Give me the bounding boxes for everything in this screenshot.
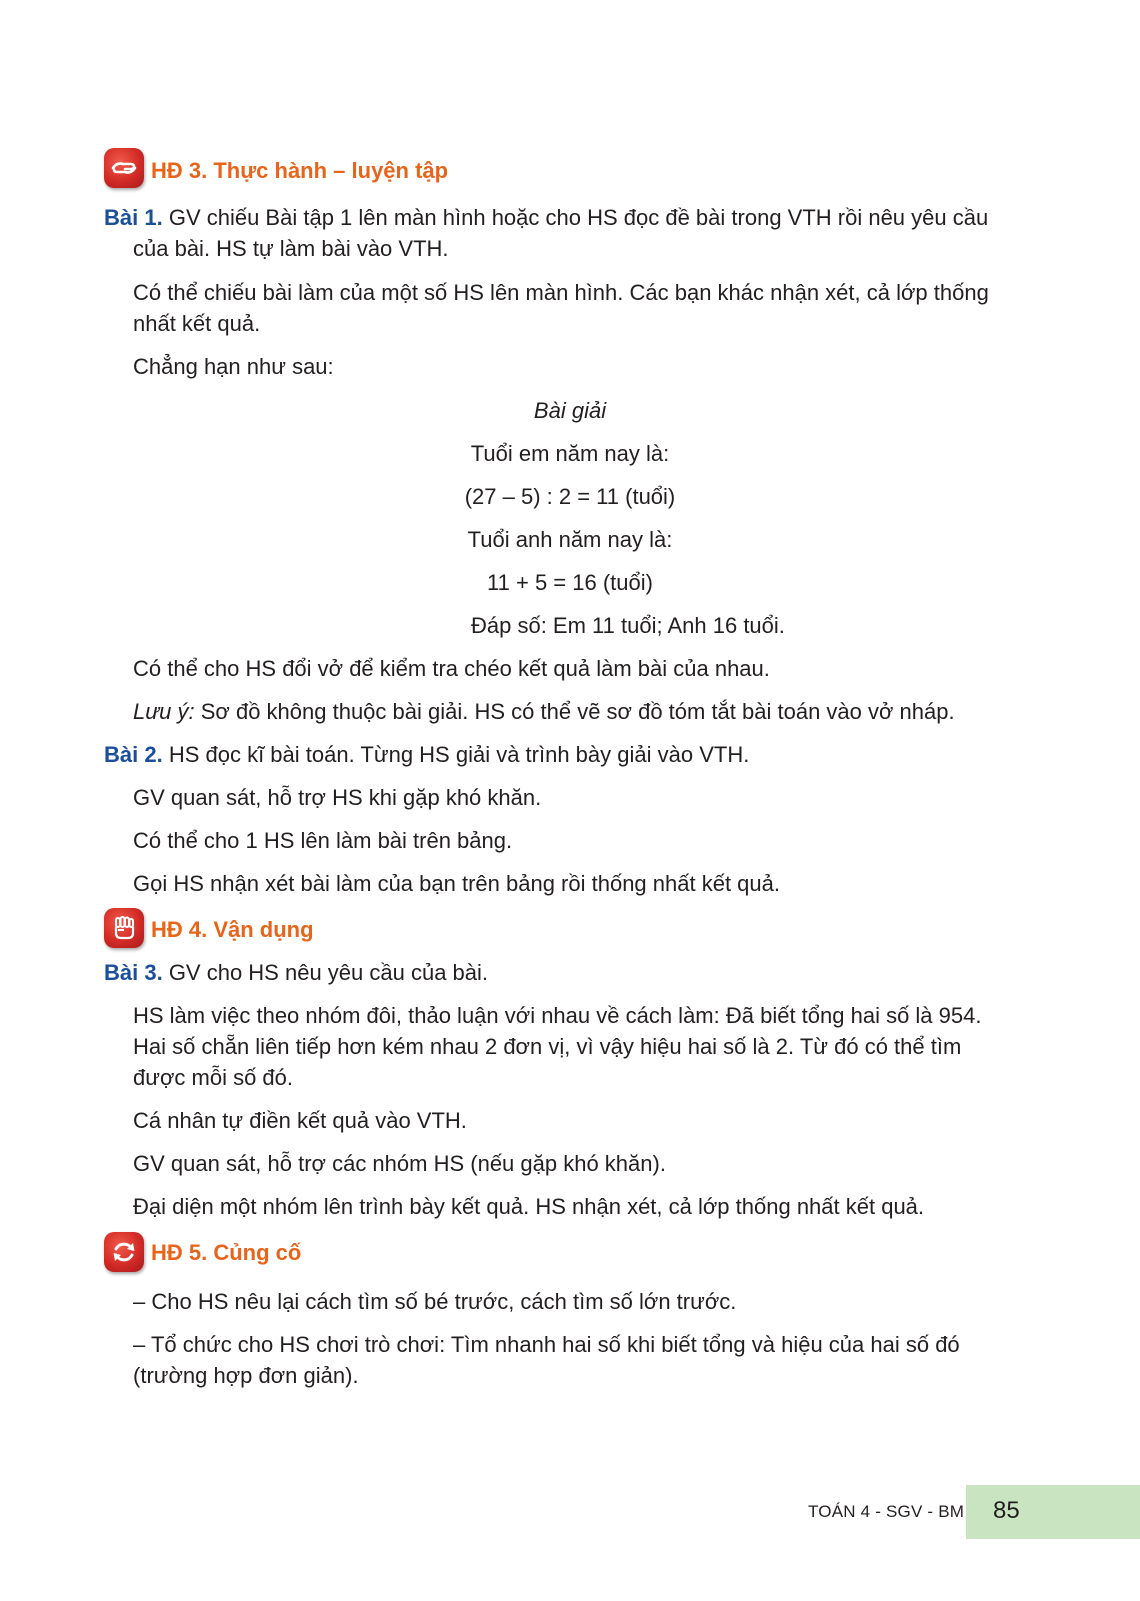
bai1-paragraph3: Chẳng hạn như sau: — [133, 354, 334, 379]
solution-line1: Tuổi em năm nay là: — [470, 441, 670, 466]
bai2-label: Bài 2. — [104, 742, 163, 767]
bai3-paragraph2-line3: được mỗi số đó. — [133, 1065, 293, 1090]
note-label: Lưu ý: — [133, 699, 195, 724]
bai1-paragraph2-line1: Có thể chiếu bài làm của một số HS lên màn hình. Các bạn khác nhận xét, cả lớp thống — [133, 280, 989, 305]
solution-line3: Tuổi anh năm nay là: — [467, 527, 673, 552]
solution-line2: (27 – 5) : 2 = 11 (tuổi) — [464, 484, 676, 509]
bai2-paragraph4: Gọi HS nhận xét bài làm của bạn trên bảng rồi thống nhất kết quả. — [133, 871, 780, 896]
bai2-line1 — [104, 739, 749, 770]
hd5-item2-line2: (trường hợp đơn giản). — [133, 1363, 359, 1388]
page-number: 85 — [993, 1497, 1020, 1524]
bai3-text: GV cho HS nêu yêu cầu của bài. — [162, 960, 489, 985]
bai3-line1 — [104, 957, 488, 988]
solution-line4: 11 + 5 = 16 (tuổi) — [487, 570, 653, 595]
bai2-paragraph2: GV quan sát, hỗ trợ HS khi gặp khó khăn. — [133, 785, 542, 810]
bai1-paragraph4: Có thể cho HS đổi vở để kiểm tra chéo kết quả làm bài của nhau. — [133, 656, 770, 681]
bai1-note — [133, 696, 955, 727]
footer-book-title: TOÁN 4 - SGV - BM — [808, 1502, 965, 1521]
solution-answer: Đáp số: Em 11 tuổi; Anh 16 tuổi. — [471, 613, 785, 638]
bai3-paragraph2-line2: Hai số chẵn liên tiếp hơn kém nhau 2 đơn vị, vì vậy hiệu hai số là 2. Từ đó có thể tìm — [133, 1034, 962, 1059]
bai3-paragraph5: Đại diện một nhóm lên trình bày kết quả. HS nhận xét, cả lớp thống nhất kết quả. — [133, 1194, 925, 1219]
hd3-title: HĐ 3. Thực hành – luyện tập — [151, 158, 449, 183]
hands-icon — [104, 148, 144, 188]
refresh-icon — [104, 1232, 144, 1272]
bai1-text: GV chiếu Bài tập 1 lên màn hình hoặc cho HS đọc đề bài trong VTH rồi nêu yêu cầu — [168, 205, 989, 230]
bai3-paragraph4: GV quan sát, hỗ trợ các nhóm HS (nếu gặp khó khăn). — [133, 1151, 666, 1176]
solution-heading: Bài giải — [533, 398, 607, 423]
fist-icon — [104, 908, 144, 948]
bai2-paragraph3: Có thể cho 1 HS lên làm bài trên bảng. — [133, 828, 513, 853]
hd4-title: HĐ 4. Vận dụng — [151, 917, 314, 942]
bai2-text: HS đọc kĩ bài toán. Từng HS giải và trình bày giải vào VTH. — [162, 742, 750, 767]
bai3-paragraph3: Cá nhân tự điền kết quả vào VTH. — [133, 1108, 467, 1133]
hd5-item1: – Cho HS nêu lại cách tìm số bé trước, cách tìm số lớn trước. — [133, 1289, 737, 1314]
bai1-line2: của bài. HS tự làm bài vào VTH. — [133, 236, 449, 261]
note-text: Sơ đồ không thuộc bài giải. HS có thể vẽ sơ đồ tóm tắt bài toán vào vở nháp. — [194, 699, 955, 724]
bai3-paragraph2-line1: HS làm việc theo nhóm đôi, thảo luận với nhau về cách làm: Đã biết tổng hai số là 954. — [133, 1003, 982, 1028]
hd5-title: HĐ 5. Củng cố — [151, 1240, 302, 1265]
bai3-label: Bài 3. — [104, 960, 163, 985]
bai1-paragraph2-line2: nhất kết quả. — [133, 311, 261, 336]
hd5-item2-line1: – Tổ chức cho HS chơi trò chơi: Tìm nhanh hai số khi biết tổng và hiệu của hai số đó — [133, 1332, 960, 1357]
bai1-line1 — [104, 202, 988, 233]
bai1-label: Bài 1. — [104, 205, 163, 230]
